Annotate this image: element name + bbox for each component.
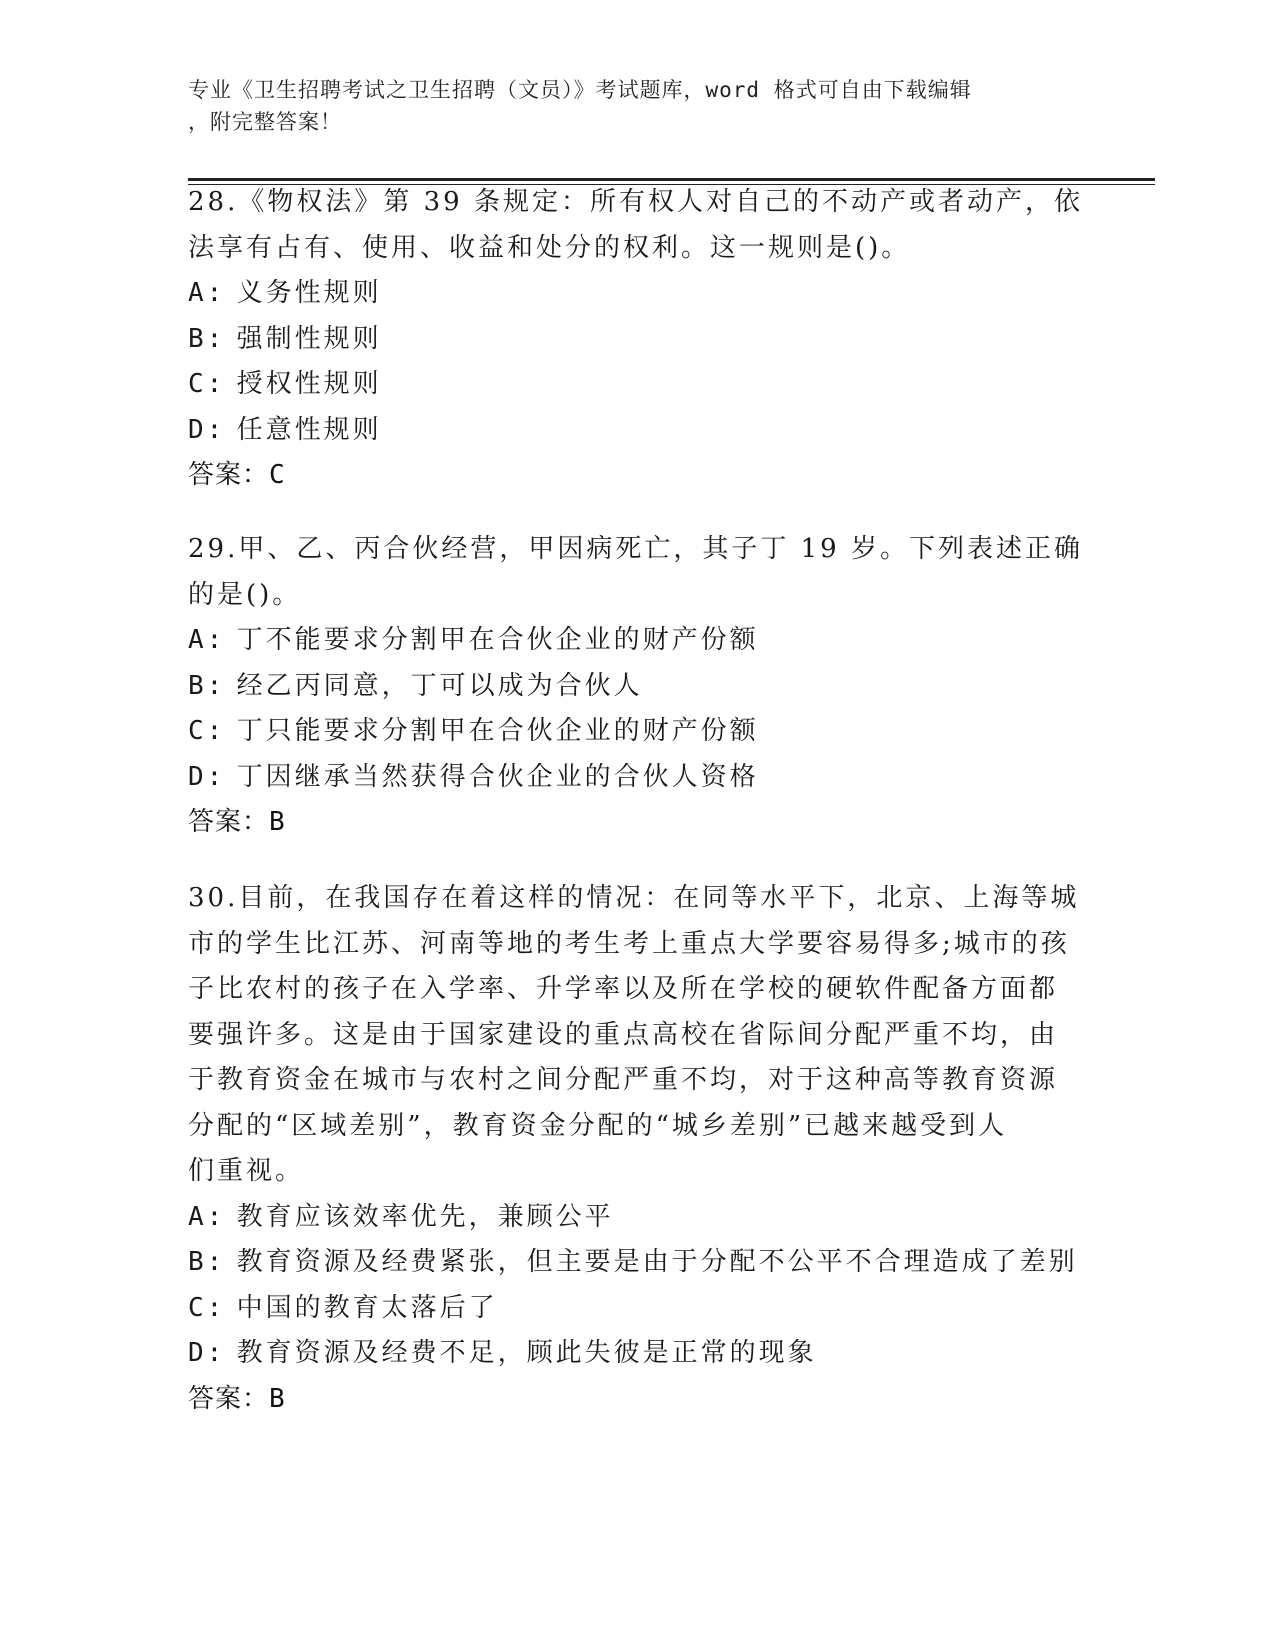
question-stem-line: 子比农村的孩子在入学率、升学率以及所在学校的硬软件配备方面都 bbox=[188, 974, 1059, 1004]
option-text: 中国的教育太落后了 bbox=[236, 1292, 498, 1323]
question-stem-line: 的是()。 bbox=[188, 579, 302, 610]
option-d bbox=[188, 755, 1088, 801]
answer-label: 答案： bbox=[188, 460, 270, 490]
option-text: 丁因继承当然获得合伙企业的合伙人资格 bbox=[236, 761, 759, 792]
question-30 bbox=[188, 876, 1088, 1422]
option-letter: A: bbox=[188, 625, 226, 655]
option-c bbox=[188, 709, 1088, 755]
question-28 bbox=[188, 180, 1088, 499]
option-letter: B: bbox=[188, 1247, 226, 1277]
option-b bbox=[188, 1240, 1088, 1286]
question-stem-line: 于教育资金在城市与农村之间分配严重不均，对于这种高等教育资源 bbox=[188, 1065, 1059, 1095]
option-letter: B: bbox=[188, 670, 226, 701]
option-a bbox=[188, 271, 1088, 317]
option-letter: A: bbox=[188, 278, 226, 308]
question-stem-line: 28.《物权法》第 39 条规定：所有权人对自己的不动产或者动产，依 bbox=[188, 187, 1083, 217]
option-b bbox=[188, 317, 1088, 363]
answer-label: 答案： bbox=[188, 807, 270, 837]
option-text: 丁不能要求分割甲在合伙企业的财产份额 bbox=[236, 625, 759, 655]
question-stem-line: 29.甲、乙、丙合伙经营，甲因病死亡，其子丁 19 岁。下列表述正确 bbox=[188, 534, 1083, 564]
option-text: 丁只能要求分割甲在合伙企业的财产份额 bbox=[236, 716, 759, 746]
question-29 bbox=[188, 527, 1088, 846]
option-c bbox=[188, 362, 1088, 408]
answer-value: B bbox=[269, 807, 286, 837]
answer-value: B bbox=[269, 1383, 286, 1414]
question-stem-line: 们重视。 bbox=[188, 1156, 305, 1186]
option-text: 教育资源及经费紧张，但主要是由于分配不公平不合理造成了差别 bbox=[236, 1247, 1078, 1277]
option-letter: C: bbox=[188, 369, 226, 399]
option-text: 经乙丙同意，丁可以成为合伙人 bbox=[236, 670, 643, 701]
header-line-2: ，附完整答案！ bbox=[188, 110, 342, 134]
document-header bbox=[188, 74, 1068, 138]
option-text: 教育资源及经费不足，顾此失彼是正常的现象 bbox=[236, 1338, 817, 1368]
option-letter: D: bbox=[188, 1338, 226, 1368]
question-stem-line: 30.目前，在我国存在着这样的情况：在同等水平下，北京、上海等城 bbox=[188, 883, 1080, 913]
question-stem-line: 法享有占有、使用、收益和处分的权利。这一规则是()。 bbox=[188, 232, 911, 263]
option-text: 义务性规则 bbox=[236, 278, 382, 308]
option-letter: A: bbox=[188, 1201, 226, 1232]
question-stem-line: 要强许多。这是由于国家建设的重点高校在省际间分配严重不均，由 bbox=[188, 1019, 1059, 1050]
option-a bbox=[188, 1195, 1088, 1241]
answer-value: C bbox=[269, 460, 286, 490]
option-letter: C: bbox=[188, 716, 226, 746]
option-text: 任意性规则 bbox=[236, 414, 382, 445]
option-d bbox=[188, 408, 1088, 454]
answer-line bbox=[188, 800, 1088, 846]
answer-line bbox=[188, 453, 1088, 499]
option-d bbox=[188, 1331, 1088, 1377]
option-letter: D: bbox=[188, 414, 226, 445]
option-c bbox=[188, 1286, 1088, 1332]
question-stem-line: 市的学生比江苏、河南等地的考生考上重点大学要容易得多;城市的孩 bbox=[188, 928, 1070, 959]
option-text: 教育应该效率优先，兼顾公平 bbox=[236, 1201, 614, 1232]
option-a bbox=[188, 618, 1088, 664]
header-line-1: 专业《卫生招聘考试之卫生招聘（文员）》考试题库，word 格式可自由下载编辑 bbox=[188, 78, 972, 102]
option-letter: C: bbox=[188, 1292, 226, 1323]
option-text: 授权性规则 bbox=[236, 369, 382, 399]
option-letter: B: bbox=[188, 323, 226, 354]
option-letter: D: bbox=[188, 761, 226, 792]
option-b bbox=[188, 664, 1088, 710]
answer-line bbox=[188, 1377, 1088, 1423]
answer-label: 答案： bbox=[188, 1383, 270, 1414]
option-text: 强制性规则 bbox=[236, 323, 382, 354]
question-stem-line: 分配的“区域差别”，教育资金分配的“城乡差别”已越来越受到人 bbox=[188, 1110, 1008, 1141]
